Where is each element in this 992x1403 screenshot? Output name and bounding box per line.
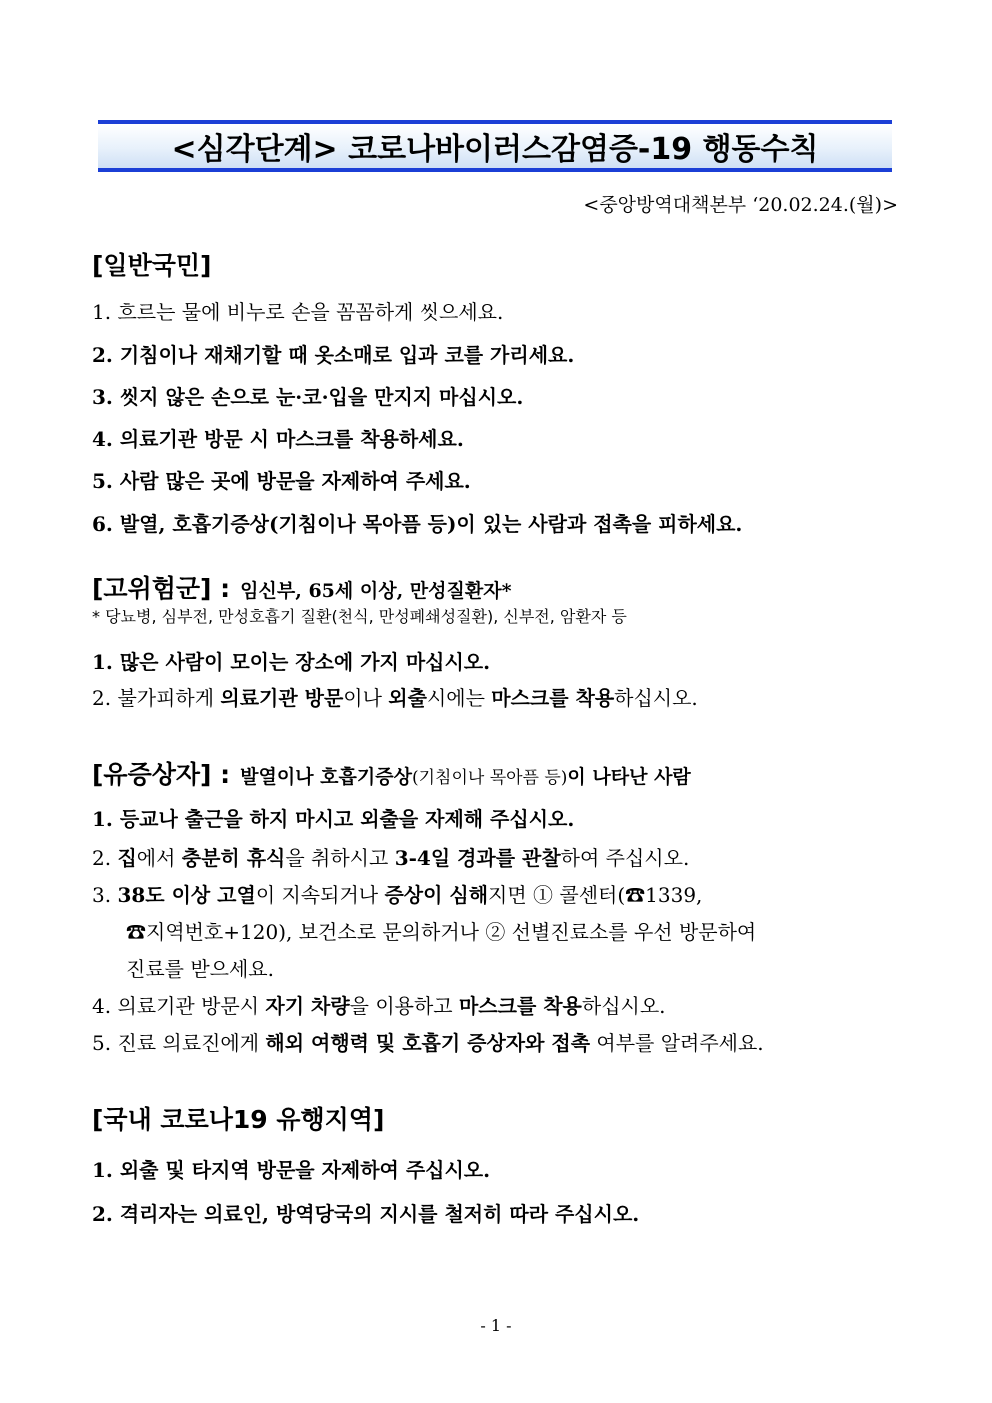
text-span: 마스크를 착용	[491, 686, 615, 710]
section-heading-high-risk	[92, 569, 512, 605]
text-span: 3-4일 경과를 관찰	[394, 846, 561, 870]
text-span: 이나	[343, 686, 389, 710]
section-heading-symptomatic	[92, 755, 691, 791]
symptomatic-item-1: 1. 등교나 출근을 하지 마시고 외출을 자제해 주십시오.	[92, 807, 575, 831]
title-banner	[98, 120, 892, 172]
domestic-item-2: 2. 격리자는 의료인, 방역당국의 지시를 철저히 따라 주십시오.	[92, 1202, 640, 1226]
symptomatic-item-5	[92, 1027, 764, 1056]
high-risk-note: * 당뇨병, 심부전, 만성호흡기 질환(천식, 만성폐쇄성질환), 신부전, 암환자 등	[92, 607, 627, 626]
symptomatic-item-2	[92, 842, 689, 871]
high-risk-item-2	[92, 682, 698, 711]
text-span: 이 지속되거나	[255, 883, 385, 907]
text-span: 4. 의료기관 방문시	[92, 994, 266, 1018]
section-heading-domestic: [국내 코로나19 유행지역]	[92, 1105, 385, 1134]
text-span: 증상이 심해	[384, 883, 489, 907]
section-heading-general: [일반국민]	[92, 251, 212, 280]
text-span: 지면 ① 콜센터(☎1339,	[488, 883, 703, 907]
text-span: 을 이용하고	[349, 994, 459, 1018]
high-risk-heading: [고위험군] :	[92, 574, 231, 603]
text-span: 마스크를 착용	[458, 994, 582, 1018]
symptomatic-item-3-line-3: 진료를 받으세요.	[126, 957, 274, 981]
text-span: 집	[117, 846, 137, 870]
general-item-2: 2. 기침이나 재채기할 때 옷소매로 입과 코를 가리세요.	[92, 343, 575, 367]
domestic-item-1: 1. 외출 및 타지역 방문을 자제하여 주십시오.	[92, 1158, 491, 1182]
text-span: 하십시오.	[581, 994, 666, 1018]
general-item-5: 5. 사람 많은 곳에 방문을 자제하여 주세요.	[92, 469, 471, 493]
text-span: 하여 주십시오.	[560, 846, 690, 870]
general-item-4: 4. 의료기관 방문 시 마스크를 착용하세요.	[92, 427, 464, 451]
text-span: 의료기관 방문	[220, 686, 344, 710]
text-span: 5. 진료 의료진에게	[92, 1031, 266, 1055]
text-span: 3.	[92, 883, 118, 907]
symptomatic-subtitle	[240, 766, 691, 788]
page-title: <심각단계> 코로나바이러스감염증-19 행동수칙	[171, 132, 819, 167]
page-number: - 1 -	[480, 1316, 512, 1335]
text-span: 에서	[136, 846, 182, 870]
text-span: 38도 이상 고열	[117, 883, 256, 907]
text-span: 하십시오.	[614, 686, 698, 710]
text-span: (기침이나 목아픔 등)	[411, 768, 568, 788]
text-span: 외출	[388, 686, 427, 710]
text-span: 을 취하시고	[285, 846, 395, 870]
symptomatic-item-3-line-2: ☎지역번호+120), 보건소로 문의하거나 ② 선별진료소를 우선 방문하여	[126, 920, 757, 944]
source-date: <중앙방역대책본부 ‘20.02.24.(월)>	[583, 194, 898, 216]
text-span: 여부를 알려주세요.	[590, 1031, 764, 1055]
symptomatic-item-3	[92, 879, 702, 908]
high-risk-item-1: 1. 많은 사람이 모이는 장소에 가지 마십시오.	[92, 650, 491, 674]
text-span: 이 나타난 사람	[567, 766, 691, 788]
text-span: 충분히 휴식	[181, 846, 286, 870]
text-span: 발열이나 호흡기증상	[240, 766, 412, 788]
general-item-3: 3. 씻지 않은 손으로 눈·코·입을 만지지 마십시오.	[92, 385, 524, 409]
symptomatic-heading: [유증상자] :	[92, 760, 231, 789]
text-span: 2. 불가피하게	[92, 686, 221, 710]
high-risk-subtitle: 임신부, 65세 이상, 만성질환자*	[240, 580, 512, 602]
symptomatic-item-4	[92, 990, 666, 1019]
text-span: 2.	[92, 846, 118, 870]
text-span: 자기 차량	[265, 994, 350, 1018]
text-span: 해외 여행력 및 호흡기 증상자와 접촉	[265, 1031, 591, 1055]
general-item-1: 1. 흐르는 물에 비누로 손을 꼼꼼하게 씻으세요.	[92, 300, 504, 324]
text-span: 시에는	[426, 686, 492, 710]
general-item-6: 6. 발열, 호흡기증상(기침이나 목아픔 등)이 있는 사람과 접촉을 피하세요.	[92, 512, 743, 536]
